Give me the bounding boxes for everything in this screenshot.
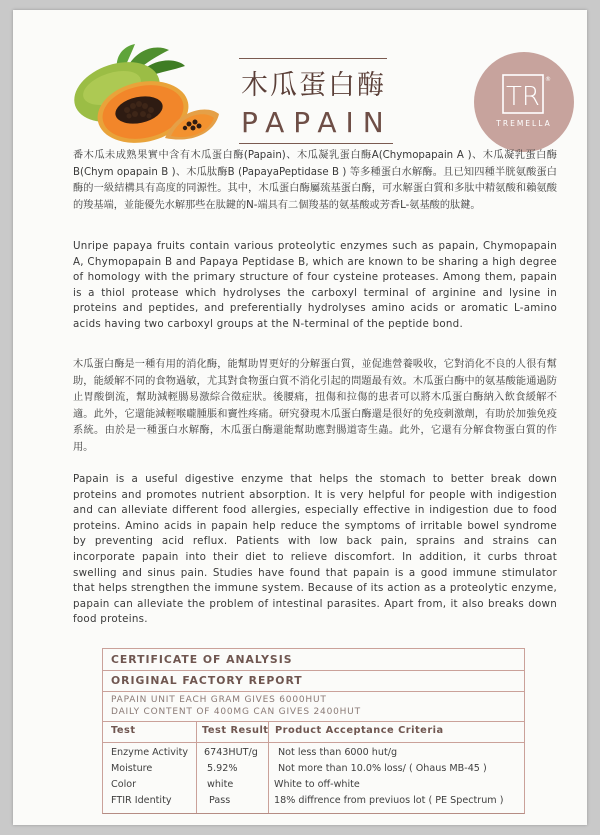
logo-registered: ® [545, 76, 551, 83]
title-chinese: 木瓜蛋白酶 [241, 70, 386, 101]
certificate-title: CERTIFICATE OF ANALYSIS [111, 653, 293, 666]
logo-mark-text: TR [506, 82, 540, 112]
table-cell: Not less than 6000 hut/g [278, 747, 398, 758]
table-cell: Moisture [111, 763, 153, 774]
table-cell: 18% diffrence from previuos lot ( PE Spectrum ) [274, 795, 504, 806]
title-english: PAPAIN [241, 106, 393, 139]
table-cell: Pass [209, 795, 231, 806]
table-cell: Not more than 10.0% loss/ ( Ohaus MB-45 ) [278, 763, 487, 774]
logo-text: TREMELLA [496, 119, 552, 128]
paragraph-en-1: Unripe papaya fruits contain various proteolytic enzymes such as papain, Chymopapain A, Chymopapain B and Papaya Peptidase B, which are known to be sharing a high degree of homology with the primary structure of four cysteine proteases. Among them, papain is a thiol protease which hydrolyses the carboxyl terminal of arginine and lysine in proteins and peptides, and preferentially hydrolyses amino acids or aromatic L-amino acids having two carboxyl groups at the N-terminal of the peptide bond. [73, 240, 557, 330]
paragraph-cn-1: 番木瓜未成熟果實中含有木瓜蛋白酶(Papain)、木瓜凝乳蛋白酶A(Chymopapain A )、木瓜凝乳蛋白酶B(Chym opapain B )、木瓜肽酶B (PapayaPeptidase B ) 等多種蛋白水解酶。且已知四種半胱氨酸蛋白酶的一級結構具有高度的同源性。其中，木瓜蛋白酶屬巯基蛋白酶，可水解蛋白質和多肽中精氨酸和賴氨酸的羧基端，並能優先水解那些在肽鍵的N-端具有二個羧基的氨基酸或芳香L-氨基酸的肽鍵。 [73, 150, 557, 211]
title-rule-top [239, 58, 387, 59]
table-cell: white [207, 779, 234, 790]
column-header-result: Test Result [202, 725, 269, 736]
column-header-criteria: Product Acceptance Criteria [275, 725, 444, 736]
table-cell: Enzyme Activity [111, 747, 189, 758]
column-header-test: Test [111, 725, 136, 736]
certificate-subtitle: ORIGINAL FACTORY REPORT [111, 674, 303, 687]
table-cell: FTIR Identity [111, 795, 172, 806]
paragraph-en-2: Papain is a useful digestive enzyme that helps the stomach to better break down proteins and promotes nutrient absorption. It is very helpful for people with indigestion and can alleviate different food allergies, especially effective in indigestion due to food proteins. Amino acids in papain help reduce the symptoms of irritable bowel syndrome by preventing acid reflux. Patients with low back pain, sprains and strains can incorporate papain into their diet to relieve discomfort. In addition, it curbs throat swelling and sinus pain. Studies have found that papain is a good immune stimulator that helps strengthen the immune system. Because of its action as a proteolytic enzyme, papain can alleviate the problem of intestinal parasites. Apart from, it also breaks down food proteins. [73, 473, 557, 626]
column-divider-1 [196, 721, 197, 813]
papaya-image [57, 40, 227, 152]
document-page [13, 10, 587, 825]
table-cell: 6743HUT/g [204, 747, 258, 758]
paragraph-cn-2: 木瓜蛋白酶是一種有用的消化酶，能幫助胃更好的分解蛋白質，並促進營養吸收，它對消化不良的人很有幫助，能緩解不同的食物過敏，尤其對食物蛋白質不消化引起的問題最有效。木瓜蛋白酶中的氨基酸能通過防止胃酸倒流，幫助減輕腸易激綜合徵症狀。後腰痛，扭傷和拉傷的患者可以將木瓜蛋白酶納入飲食緩解不適。此外，它還能減輕喉嚨腫脹和竇性疼痛。研究發現木瓜蛋白酶還是很好的免疫刺激劑，有助於加強免疫系統。由於是一種蛋白水解酶，木瓜蛋白酶還能幫助應對腸道寄生蟲。此外，它還有分解食物蛋白質的作用。 [73, 359, 557, 453]
logo-mark-icon [502, 74, 551, 114]
certificate-title-row [103, 649, 524, 671]
certificate-table [102, 648, 525, 814]
table-cell: 5.92% [207, 763, 238, 774]
tremella-logo [474, 52, 574, 152]
certificate-note-2: DAILY CONTENT OF 400MG CAN GIVES 2400HUT [111, 707, 361, 717]
table-cell: White to off-white [274, 779, 360, 790]
certificate-subtitle-row [103, 670, 524, 692]
title-rule [239, 143, 393, 144]
table-cell: Color [111, 779, 137, 790]
certificate-note-1: PAPAIN UNIT EACH GRAM GIVES 6000HUT [111, 695, 327, 705]
